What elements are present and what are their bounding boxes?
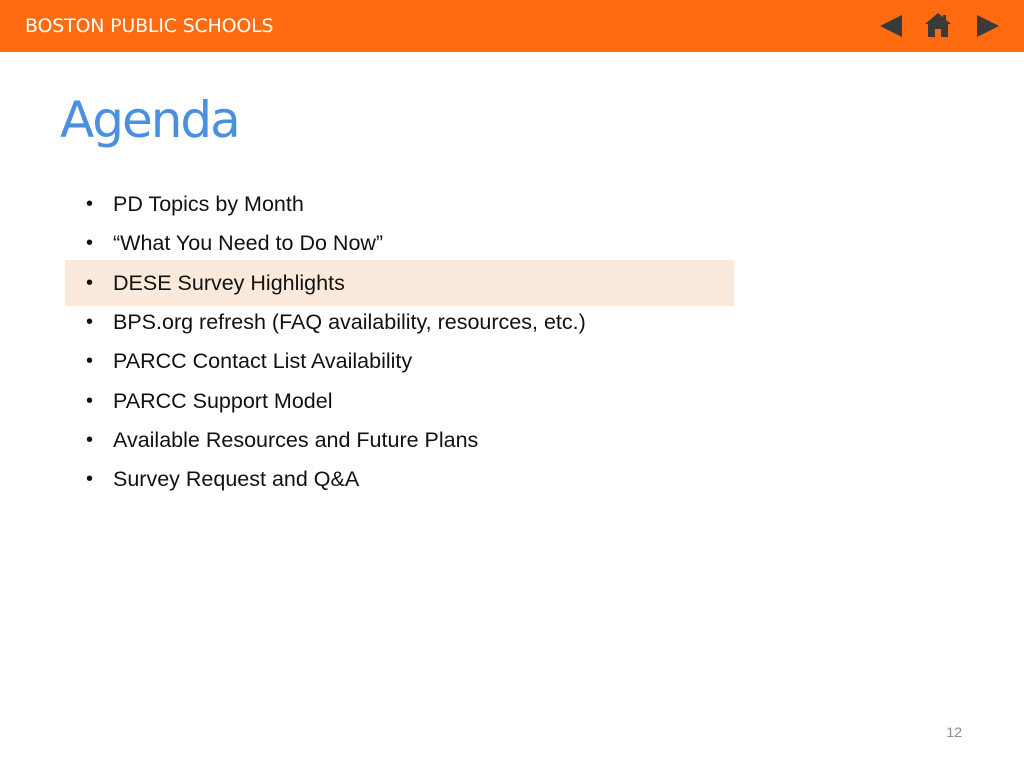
agenda-item bbox=[0, 382, 734, 421]
agenda-item bbox=[0, 421, 734, 460]
bullet-icon: • bbox=[86, 468, 94, 491]
agenda-item bbox=[0, 303, 734, 342]
agenda-item-text: BPS.org refresh (FAQ availability, resources, etc.) bbox=[113, 309, 586, 334]
header-bar bbox=[0, 0, 1024, 52]
previous-slide-button[interactable] bbox=[875, 10, 907, 42]
next-slide-button[interactable] bbox=[972, 10, 1004, 42]
bullet-icon: • bbox=[86, 310, 94, 333]
agenda-item-text: PD Topics by Month bbox=[113, 192, 304, 216]
bullet-icon: • bbox=[86, 389, 94, 412]
page-number: 12 bbox=[946, 724, 962, 740]
bullet-icon: • bbox=[86, 193, 94, 215]
agenda-item bbox=[0, 224, 734, 263]
agenda-item-highlighted bbox=[65, 260, 734, 306]
bullet-icon: • bbox=[86, 232, 94, 255]
agenda-item-text: PARCC Contact List Availability bbox=[113, 349, 413, 374]
slide-title: Agenda bbox=[60, 91, 239, 149]
bullet-icon: • bbox=[86, 271, 94, 294]
agenda-item bbox=[0, 460, 734, 499]
right-arrow-icon bbox=[972, 10, 1004, 42]
bullet-icon: • bbox=[86, 428, 94, 451]
agenda-item-text: Survey Request and Q&A bbox=[113, 467, 360, 492]
brand-name: BOSTON PUBLIC SCHOOLS bbox=[25, 15, 274, 37]
agenda-item bbox=[0, 342, 734, 381]
bullet-icon: • bbox=[86, 350, 94, 373]
agenda-list bbox=[0, 185, 734, 500]
left-arrow-icon bbox=[875, 10, 907, 42]
agenda-item-text: “What You Need to Do Now” bbox=[113, 231, 384, 256]
agenda-item-text: Available Resources and Future Plans bbox=[113, 427, 479, 452]
agenda-item bbox=[0, 185, 734, 224]
agenda-item-text: DESE Survey Highlights bbox=[113, 270, 345, 295]
agenda-item-text: PARCC Support Model bbox=[113, 388, 333, 413]
home-icon bbox=[922, 10, 954, 42]
home-button[interactable] bbox=[922, 10, 954, 42]
